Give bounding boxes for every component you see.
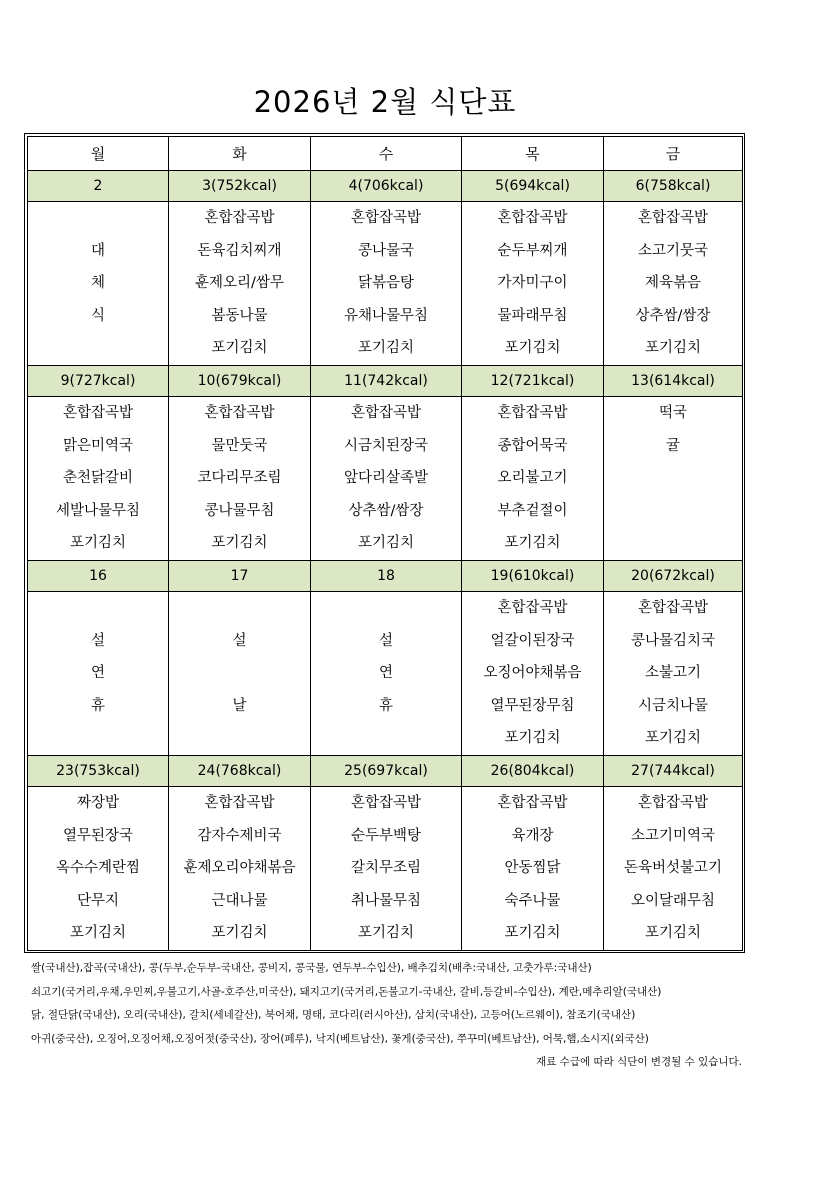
origin-note: 아귀(중국산), 오징어,오징어채,오징어젓(중국산), 장어(페루), 낙지(베트남산), 꽃게(중국산), 쭈꾸미(베트남산), 어묵,햄,소시지(외국산) xyxy=(31,1032,649,1045)
menu-cell xyxy=(604,787,743,951)
menu-item: 오징어야채볶음 xyxy=(483,665,582,682)
menu-item: 콩나물김치국 xyxy=(630,632,716,649)
menu-item: 부추겉절이 xyxy=(497,502,568,519)
date-row xyxy=(28,561,743,592)
menu-item: 앞다리살족발 xyxy=(343,470,429,487)
menu-item: 포기김치 xyxy=(357,340,415,357)
menu-cell xyxy=(311,397,462,561)
menu-item: 혼합잡곡밥 xyxy=(350,210,422,227)
date-cell: 20(672kcal) xyxy=(604,561,743,592)
menu-item: 물파래무침 xyxy=(497,307,568,324)
menu-item: 혼합잡곡밥 xyxy=(497,795,568,812)
menu-item: 갈치무조림 xyxy=(350,860,422,877)
menu-cell xyxy=(311,202,462,366)
menu-item: 열무된장무침 xyxy=(490,697,575,714)
menu-item: 떡국 xyxy=(658,405,687,422)
menu-table-frame xyxy=(24,133,745,953)
menu-item: 소불고기 xyxy=(644,665,702,682)
menu-cell xyxy=(462,397,604,561)
weekday-header-row xyxy=(28,137,743,171)
menu-item: 포기김치 xyxy=(357,535,415,552)
menu-item: 상추쌈/쌈장 xyxy=(348,502,424,519)
menu-item: 설 xyxy=(378,632,393,649)
menu-item: 소고기미역국 xyxy=(630,827,716,844)
date-cell: 11(742kcal) xyxy=(311,366,462,397)
menu-item: 연 xyxy=(90,665,105,682)
menu-item xyxy=(28,332,168,365)
menu-item: 물만둣국 xyxy=(211,437,268,454)
menu-item: 혼합잡곡밥 xyxy=(350,405,422,422)
menu-item: 제육볶음 xyxy=(644,275,702,292)
menu-item: 열무된장국 xyxy=(62,827,134,844)
date-cell: 6(758kcal) xyxy=(604,171,743,202)
menu-item: 혼합잡곡밥 xyxy=(62,405,134,422)
menu-item xyxy=(604,462,742,495)
menu-cell xyxy=(462,202,604,366)
weekday-header: 월 xyxy=(28,137,169,171)
menu-item xyxy=(604,495,742,528)
menu-item: 혼합잡곡밥 xyxy=(497,405,568,422)
menu-item: 취나물무침 xyxy=(350,892,422,909)
menu-item: 안동찜닭 xyxy=(504,860,561,877)
menu-item: 대 xyxy=(90,242,105,259)
menu-item xyxy=(311,722,461,755)
menu-item: 콩나물국 xyxy=(357,242,415,259)
menu-item xyxy=(169,592,310,625)
menu-item: 포기김치 xyxy=(211,925,268,942)
menu-cell xyxy=(604,397,743,561)
menu-item: 단무지 xyxy=(76,892,120,909)
menu-cell xyxy=(28,397,169,561)
menu-item: 닭볶음탕 xyxy=(357,275,415,292)
date-cell: 25(697kcal) xyxy=(311,756,462,787)
menu-item: 포기김치 xyxy=(357,925,415,942)
weekday-header: 화 xyxy=(169,137,311,171)
menu-item: 연 xyxy=(378,665,393,682)
menu-cell xyxy=(28,202,169,366)
menu-cell xyxy=(28,592,169,756)
weekday-header: 목 xyxy=(462,137,604,171)
menu-item: 포기김치 xyxy=(644,925,702,942)
menu-item: 설 xyxy=(90,632,105,649)
date-cell: 23(753kcal) xyxy=(28,756,169,787)
menu-item: 돈육버섯불고기 xyxy=(623,860,723,877)
menu-item: 혼합잡곡밥 xyxy=(204,210,275,227)
date-cell: 27(744kcal) xyxy=(604,756,743,787)
date-cell: 17 xyxy=(169,561,311,592)
menu-item: 혼합잡곡밥 xyxy=(497,210,568,227)
menu-item: 오리불고기 xyxy=(497,470,568,487)
menu-item: 포기김치 xyxy=(211,535,268,552)
menu-item: 시금치된장국 xyxy=(343,437,429,454)
menu-item: 설 xyxy=(232,632,247,649)
menu-item: 종합어묵국 xyxy=(497,437,568,454)
date-cell: 24(768kcal) xyxy=(169,756,311,787)
menu-item: 가자미구이 xyxy=(497,275,568,292)
menu-item: 감자수제비국 xyxy=(197,827,282,844)
menu-item: 훈제오리/쌈무 xyxy=(195,275,284,292)
date-cell: 2 xyxy=(28,171,169,202)
date-cell: 19(610kcal) xyxy=(462,561,604,592)
menu-item: 포기김치 xyxy=(211,340,268,357)
menu-item: 숙주나물 xyxy=(504,892,561,909)
menu-item: 봄동나물 xyxy=(211,307,268,324)
date-cell: 9(727kcal) xyxy=(28,366,169,397)
menu-item: 포기김치 xyxy=(644,340,702,357)
date-row xyxy=(28,366,743,397)
origin-note: 쌀(국내산),잡곡(국내산), 콩(두부,순두부-국내산, 콩비지, 콩국물, 연두부-수입산), 배추김치(배추:국내산, 고춧가루:국내산) xyxy=(31,962,592,974)
menu-item: 돈육김치찌개 xyxy=(197,242,282,259)
menu-item: 소고기뭇국 xyxy=(637,242,709,259)
menu-item: 유채나물무침 xyxy=(343,307,429,324)
menu-item: 옥수수계란찜 xyxy=(55,860,141,877)
menu-item xyxy=(169,657,310,690)
menu-item: 날 xyxy=(232,697,247,714)
date-cell: 26(804kcal) xyxy=(462,756,604,787)
menu-item: 포기김치 xyxy=(504,535,561,552)
menu-item: 근대나물 xyxy=(211,892,268,909)
menu-item: 춘천닭갈비 xyxy=(62,470,134,487)
weekday-header: 수 xyxy=(311,137,462,171)
date-cell: 16 xyxy=(28,561,169,592)
menu-cell xyxy=(169,592,311,756)
menu-item: 혼합잡곡밥 xyxy=(637,600,709,617)
ingredient-origin-notes xyxy=(31,957,746,1075)
origin-note: 쇠고기(국거리,우채,우민찌,우불고기,사골-호주산,미국산), 돼지고기(국거리,돈불고기-국내산, 갈비,등갈비-수입산), 계란,메추리알(국내산) xyxy=(31,985,662,998)
menu-cell xyxy=(311,787,462,951)
date-row xyxy=(28,171,743,202)
menu-cell xyxy=(311,592,462,756)
menu-row xyxy=(28,397,743,561)
menu-item xyxy=(169,722,310,755)
menu-item: 체 xyxy=(90,275,105,292)
menu-item: 상추쌈/쌈장 xyxy=(635,307,711,324)
date-cell: 18 xyxy=(311,561,462,592)
menu-item: 시금치나물 xyxy=(637,697,709,714)
date-cell: 3(752kcal) xyxy=(169,171,311,202)
menu-item: 혼합잡곡밥 xyxy=(497,600,568,617)
menu-item: 혼합잡곡밥 xyxy=(204,795,275,812)
date-cell: 10(679kcal) xyxy=(169,366,311,397)
menu-cell xyxy=(169,397,311,561)
date-cell: 5(694kcal) xyxy=(462,171,604,202)
menu-item: 순두부찌개 xyxy=(497,242,568,259)
menu-item: 오이달래무침 xyxy=(630,892,716,909)
menu-item xyxy=(28,722,168,755)
menu-item: 포기김치 xyxy=(504,340,561,357)
menu-item: 포기김치 xyxy=(644,730,702,747)
menu-item: 휴 xyxy=(90,697,105,714)
menu-item xyxy=(28,202,168,235)
menu-item: 콩나물무침 xyxy=(204,502,275,519)
menu-table xyxy=(27,136,743,951)
menu-item: 식 xyxy=(90,307,105,324)
menu-item: 맑은미역국 xyxy=(62,437,134,454)
menu-item: 포기김치 xyxy=(69,925,127,942)
menu-item: 혼합잡곡밥 xyxy=(350,795,422,812)
menu-row xyxy=(28,592,743,756)
menu-cell xyxy=(604,592,743,756)
menu-row xyxy=(28,202,743,366)
origin-note: 닭, 절단닭(국내산), 오리(국내산), 갈치(세네갈산), 북어채, 명태, 코다리(러시아산), 삼치(국내산), 고등어(노르웨이), 참조기(국내산) xyxy=(31,1009,636,1021)
menu-item: 포기김치 xyxy=(69,535,127,552)
page-title: 2026년 2월 식단표 xyxy=(253,85,517,119)
menu-item: 코다리무조림 xyxy=(197,470,282,487)
menu-item: 혼합잡곡밥 xyxy=(637,795,709,812)
menu-item xyxy=(311,592,461,625)
date-row xyxy=(28,756,743,787)
menu-cell xyxy=(462,592,604,756)
menu-item: 세발나물무침 xyxy=(55,502,141,519)
menu-item: 휴 xyxy=(378,697,393,714)
menu-item: 육개장 xyxy=(511,827,554,844)
date-cell: 4(706kcal) xyxy=(311,171,462,202)
menu-item xyxy=(28,592,168,625)
menu-cell xyxy=(604,202,743,366)
menu-change-disclaimer: 재료 수급에 따라 식단이 변경될 수 있습니다. xyxy=(536,1056,742,1068)
date-cell: 12(721kcal) xyxy=(462,366,604,397)
menu-item: 짜장밥 xyxy=(76,795,120,812)
menu-item: 훈제오리야채볶음 xyxy=(183,860,296,877)
menu-item: 혼합잡곡밥 xyxy=(637,210,709,227)
menu-row xyxy=(28,787,743,951)
menu-cell xyxy=(462,787,604,951)
menu-item: 혼합잡곡밥 xyxy=(204,405,275,422)
menu-item: 포기김치 xyxy=(504,925,561,942)
menu-item: 얼갈이된장국 xyxy=(490,632,575,649)
menu-item: 포기김치 xyxy=(504,730,561,747)
menu-item xyxy=(604,527,742,560)
menu-item: 귤 xyxy=(665,437,680,454)
menu-cell xyxy=(169,787,311,951)
menu-cell xyxy=(28,787,169,951)
weekday-header: 금 xyxy=(604,137,743,171)
menu-item: 순두부백탕 xyxy=(350,827,422,844)
date-cell: 13(614kcal) xyxy=(604,366,743,397)
menu-cell xyxy=(169,202,311,366)
